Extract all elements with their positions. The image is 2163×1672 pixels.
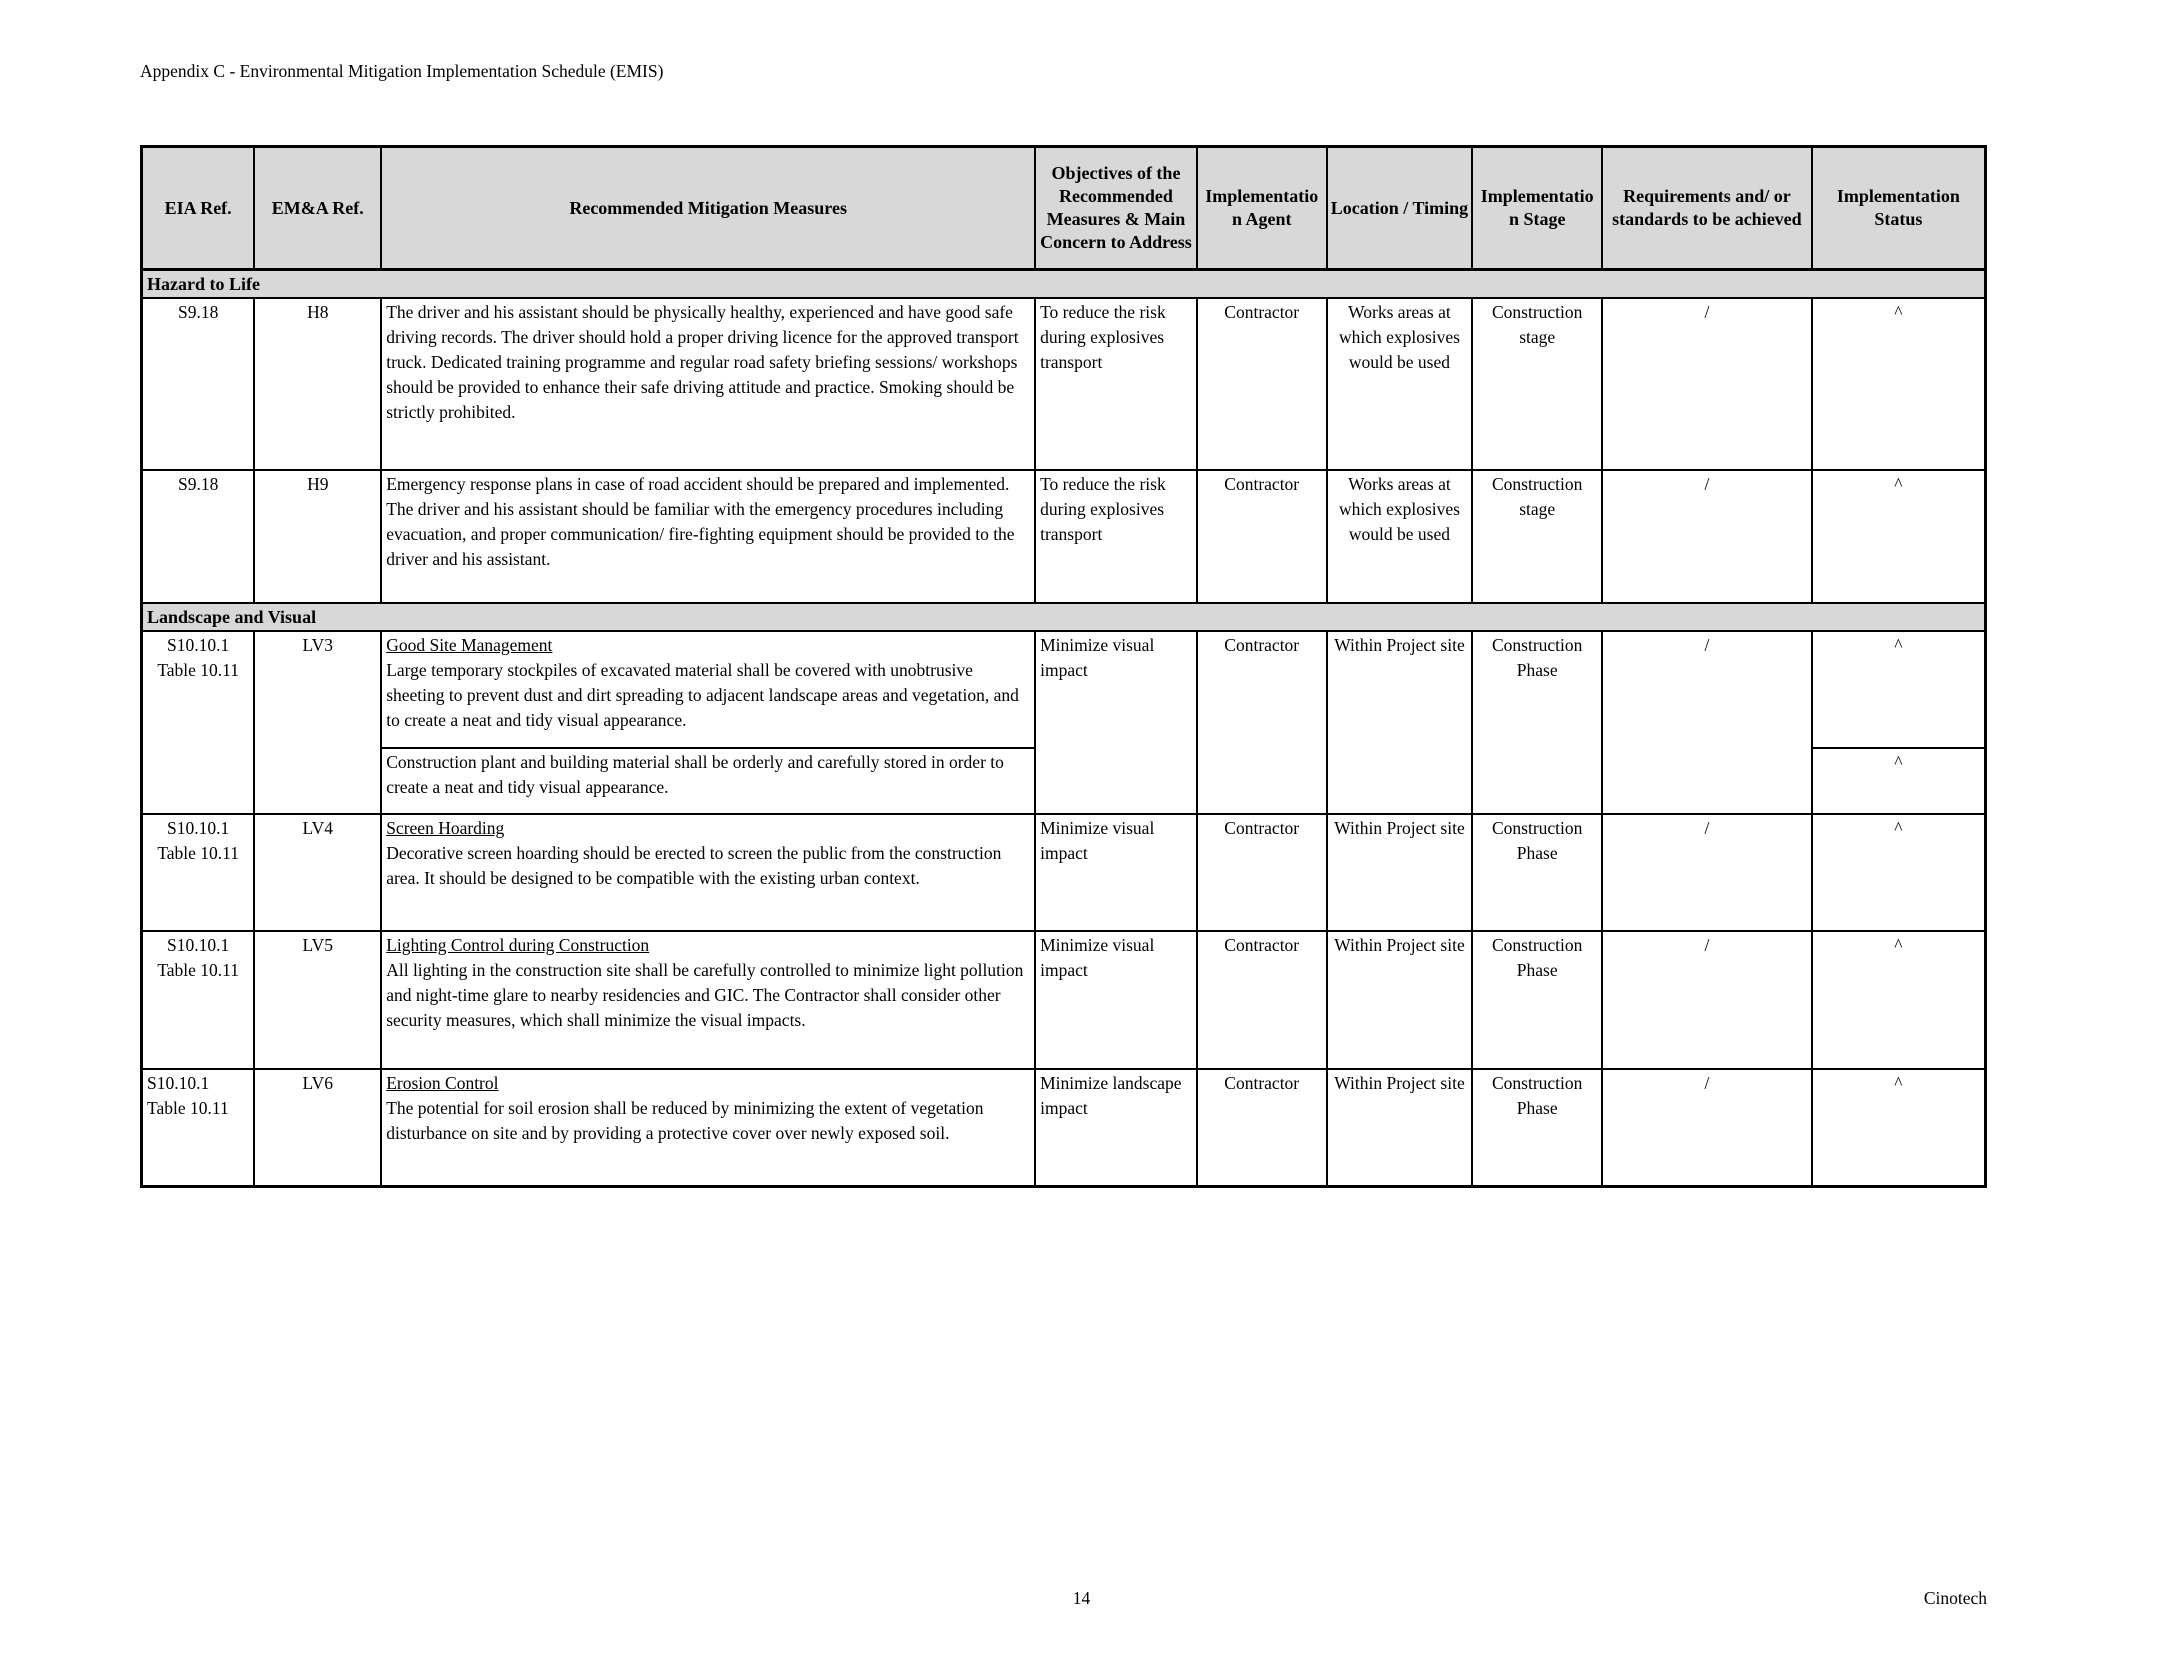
cell-location: Within Project site bbox=[1327, 931, 1473, 1069]
column-header-status: Implementation Status bbox=[1812, 147, 1986, 270]
measure-text: Decorative screen hoarding should be erected to screen the public from the construction area. It should be designed to be compatible with the existing urban context. bbox=[386, 843, 1002, 888]
cell-agent: Contractor bbox=[1197, 931, 1327, 1069]
page-number: 14 bbox=[1072, 1588, 1091, 1608]
cell-requirements: / bbox=[1602, 814, 1812, 931]
cell-requirements: / bbox=[1602, 631, 1812, 814]
cell-requirements: / bbox=[1602, 470, 1812, 603]
table-row bbox=[142, 631, 1986, 748]
table-row bbox=[142, 814, 1986, 931]
cell-status: ^ bbox=[1812, 631, 1986, 748]
cell-measures bbox=[381, 470, 1035, 603]
cell-objective: Minimize visual impact bbox=[1035, 631, 1197, 814]
cell-eia-ref: S10.10.1 Table 10.11 bbox=[142, 931, 255, 1069]
measure-text: Emergency response plans in case of road accident should be prepared and implemented. The driver and his assistant should be familiar with the emergency procedures including evacuation, and proper communication/ fire-fighting equipment should be provided to the driver and his assistant. bbox=[386, 474, 1015, 569]
cell-status: ^ bbox=[1812, 470, 1986, 603]
table-row bbox=[142, 1069, 1986, 1186]
section-header-hazard-to-life: Hazard to Life bbox=[142, 270, 1986, 299]
cell-status: ^ bbox=[1812, 931, 1986, 1069]
cell-ema-ref: H8 bbox=[254, 298, 381, 470]
cell-requirements: / bbox=[1602, 298, 1812, 470]
column-header-agent: Implementation Agent bbox=[1197, 147, 1327, 270]
cell-location: Within Project site bbox=[1327, 814, 1473, 931]
cell-location: Within Project site bbox=[1327, 1069, 1473, 1186]
cell-measures bbox=[381, 298, 1035, 470]
column-header-objectives: Objectives of the Recommended Measures & Main Concern to Address bbox=[1035, 147, 1197, 270]
cell-measures bbox=[381, 1069, 1035, 1186]
column-header-location: Location / Timing bbox=[1327, 147, 1473, 270]
column-header-ema-ref: EM&A Ref. bbox=[254, 147, 381, 270]
cell-status: ^ bbox=[1812, 814, 1986, 931]
cell-objective: Minimize visual impact bbox=[1035, 814, 1197, 931]
cell-requirements: / bbox=[1602, 931, 1812, 1069]
measure-title: Screen Hoarding bbox=[386, 818, 505, 838]
measure-text: The driver and his assistant should be physically healthy, experienced and have good safe driving records. The driver should hold a proper driving licence for the approved transport truck. Dedicated training programme and regular road safety briefing sessions/ workshops should be provided to enhance their safe driving attitude and practice. Smoking should be strictly prohibited. bbox=[386, 302, 1019, 422]
cell-requirements: / bbox=[1602, 1069, 1812, 1186]
cell-eia-ref: S9.18 bbox=[142, 470, 255, 603]
cell-stage: Construction stage bbox=[1472, 470, 1602, 603]
cell-ema-ref: LV4 bbox=[254, 814, 381, 931]
cell-status: ^ bbox=[1812, 1069, 1986, 1186]
cell-location: Works areas at which explosives would be used bbox=[1327, 470, 1473, 603]
cell-stage: Construction Phase bbox=[1472, 814, 1602, 931]
table-row bbox=[142, 298, 1986, 470]
cell-location: Within Project site bbox=[1327, 631, 1473, 814]
table-row bbox=[142, 931, 1986, 1069]
cell-location: Works areas at which explosives would be used bbox=[1327, 298, 1473, 470]
section-header-landscape-and-visual: Landscape and Visual bbox=[142, 603, 1986, 631]
cell-eia-ref: S10.10.1 Table 10.11 bbox=[142, 1069, 255, 1186]
cell-eia-ref: S9.18 bbox=[142, 298, 255, 470]
emis-table bbox=[140, 145, 1987, 1188]
footer-company-name: Cinotech bbox=[1923, 1588, 1987, 1608]
cell-status-sub: ^ bbox=[1812, 748, 1986, 814]
cell-stage: Construction Phase bbox=[1472, 931, 1602, 1069]
column-header-measures: Recommended Mitigation Measures bbox=[381, 147, 1035, 270]
measure-title: Erosion Control bbox=[386, 1073, 499, 1093]
cell-objective: Minimize visual impact bbox=[1035, 931, 1197, 1069]
cell-stage: Construction stage bbox=[1472, 298, 1602, 470]
cell-stage: Construction Phase bbox=[1472, 1069, 1602, 1186]
measure-text: All lighting in the construction site shall be carefully controlled to minimize light pollution and night-time glare to nearby residencies and GIC. The Contractor shall consider other security measures, which shall minimize the visual impacts. bbox=[386, 960, 1024, 1030]
measure-text: Large temporary stockpiles of excavated material shall be covered with unobtrusive sheeting to prevent dust and dirt spreading to adjacent landscape areas and vegetation, and to create a neat and tidy visual appearance. bbox=[386, 660, 1019, 730]
cell-objective: Minimize landscape impact bbox=[1035, 1069, 1197, 1186]
cell-ema-ref: H9 bbox=[254, 470, 381, 603]
section-row bbox=[142, 270, 1986, 299]
cell-eia-ref: S10.10.1 Table 10.11 bbox=[142, 814, 255, 931]
cell-ema-ref: LV3 bbox=[254, 631, 381, 814]
measure-text: The potential for soil erosion shall be reduced by minimizing the extent of vegetation disturbance on site and by providing a protective cover over newly exposed soil. bbox=[386, 1098, 984, 1143]
cell-eia-ref: S10.10.1 Table 10.11 bbox=[142, 631, 255, 814]
cell-stage: Construction Phase bbox=[1472, 631, 1602, 814]
cell-objective: To reduce the risk during explosives transport bbox=[1035, 298, 1197, 470]
measure-title: Good Site Management bbox=[386, 635, 553, 655]
section-row bbox=[142, 603, 1986, 631]
table-row bbox=[142, 470, 1986, 603]
cell-measures bbox=[381, 631, 1035, 748]
cell-measures bbox=[381, 931, 1035, 1069]
table-header-row bbox=[142, 147, 1986, 270]
cell-agent: Contractor bbox=[1197, 814, 1327, 931]
cell-agent: Contractor bbox=[1197, 298, 1327, 470]
cell-ema-ref: LV5 bbox=[254, 931, 381, 1069]
cell-measures bbox=[381, 814, 1035, 931]
column-header-requirements: Requirements and/ or standards to be achieved bbox=[1602, 147, 1812, 270]
cell-agent: Contractor bbox=[1197, 1069, 1327, 1186]
cell-ema-ref: LV6 bbox=[254, 1069, 381, 1186]
cell-agent: Contractor bbox=[1197, 470, 1327, 603]
column-header-stage: Implementation Stage bbox=[1472, 147, 1602, 270]
cell-status: ^ bbox=[1812, 298, 1986, 470]
column-header-eia-ref: EIA Ref. bbox=[142, 147, 255, 270]
cell-measures-sub bbox=[381, 748, 1035, 814]
cell-agent: Contractor bbox=[1197, 631, 1327, 814]
measure-text: Construction plant and building material shall be orderly and carefully stored in order to create a neat and tidy visual appearance. bbox=[386, 752, 1004, 797]
cell-objective: To reduce the risk during explosives transport bbox=[1035, 470, 1197, 603]
page-title: Appendix C - Environmental Mitigation Implementation Schedule (EMIS) bbox=[140, 61, 664, 81]
measure-title: Lighting Control during Construction bbox=[386, 935, 650, 955]
